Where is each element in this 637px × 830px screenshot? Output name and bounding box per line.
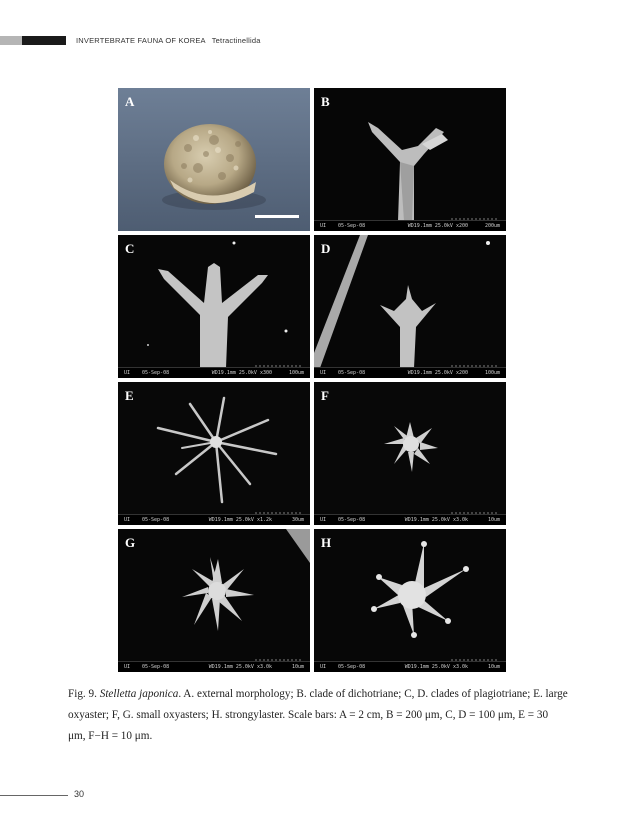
sem-params: WD19.1mm 25.0kV x200 <box>407 370 468 376</box>
sem-scale-text: 10um <box>487 517 500 523</box>
sem-params: WD19.1mm 25.0kV x3.0k <box>404 664 468 670</box>
sem-scale-text: 100um <box>288 370 304 376</box>
caption-text: . A. external morphology; B. clade of dichotriane; C, D. clades of plagiotriane; E. large oxyaster; F, G. small oxyasters; H. strongylaster. Scale bars: A = 2 cm, B = 200 μm, C, D = 100 μm, E = 30 μm, F−H = 10 μm. <box>68 688 568 742</box>
panel-label: E <box>125 388 134 403</box>
sem-info-bar <box>118 661 310 672</box>
sem-detector: UI <box>320 517 327 523</box>
strongylaster-sem-image <box>314 529 506 672</box>
species-name: Stelletta japonica <box>99 688 179 700</box>
sem-params: WD19.1mm 25.0kV x3.0k <box>404 517 468 523</box>
figure-panel-e <box>118 382 310 525</box>
figure-panel-h <box>314 529 506 672</box>
sem-info-bar <box>118 367 310 378</box>
sponge-photo <box>118 88 310 231</box>
running-header <box>76 36 261 46</box>
footer-rule <box>0 795 68 796</box>
panel-label: G <box>125 535 136 550</box>
sem-detector: UI <box>320 223 327 229</box>
plagiotriane-sem-image-c <box>118 235 310 378</box>
sem-params: WD19.1mm 25.0kV x1.2k <box>208 517 272 523</box>
small-oxyaster-sem-image-g <box>118 529 310 672</box>
sem-info-bar <box>314 514 506 525</box>
page-number: 30 <box>74 789 85 799</box>
plagiotriane-sem-image-d <box>314 235 506 378</box>
sem-date: 05-Sep-08 <box>338 517 366 523</box>
figure-caption <box>68 684 568 747</box>
sem-info-bar <box>118 514 310 525</box>
sem-detector: UI <box>124 517 131 523</box>
sem-detector: UI <box>124 664 131 670</box>
sem-info-bar <box>314 661 506 672</box>
sem-detector: UI <box>320 664 327 670</box>
large-oxyaster-sem-image <box>118 382 310 525</box>
panel-label: F <box>321 388 329 403</box>
figure-number: Fig. 9. <box>68 688 97 700</box>
figure-panel-c <box>118 235 310 378</box>
dichotriane-sem-image <box>314 88 506 231</box>
sem-scale-text: 10um <box>487 664 500 670</box>
sem-date: 05-Sep-08 <box>338 664 366 670</box>
figure-panel-d <box>314 235 506 378</box>
sem-info-bar <box>314 220 506 231</box>
panel-label: H <box>321 535 332 550</box>
sem-info-bar <box>314 367 506 378</box>
section-title: Tetractinellida <box>211 36 261 45</box>
sem-params: WD19.1mm 25.0kV x3.0k <box>208 664 272 670</box>
panel-label: D <box>321 241 331 256</box>
panel-label: C <box>125 241 135 256</box>
sem-scale-text: 30um <box>291 517 304 523</box>
figure-panel-f <box>314 382 506 525</box>
scale-bar <box>255 215 299 218</box>
sem-scale-text: 100um <box>484 370 500 376</box>
sem-date: 05-Sep-08 <box>338 370 366 376</box>
small-oxyaster-sem-image-f <box>314 382 506 525</box>
sem-date: 05-Sep-08 <box>142 664 170 670</box>
sem-detector: UI <box>124 370 131 376</box>
figure-panel-b <box>314 88 506 231</box>
header-black-bar <box>22 36 66 45</box>
sem-detector: UI <box>320 370 327 376</box>
sem-date: 05-Sep-08 <box>142 370 170 376</box>
panel-label: B <box>321 94 330 109</box>
figure-panel-a <box>118 88 310 231</box>
figure-panel-g <box>118 529 310 672</box>
sem-date: 05-Sep-08 <box>338 223 366 229</box>
sem-params: WD19.1mm 25.0kV x200 <box>407 223 468 229</box>
header-gray-bar <box>0 36 22 45</box>
sem-date: 05-Sep-08 <box>142 517 170 523</box>
sem-params: WD19.1mm 25.0kV x300 <box>211 370 272 376</box>
journal-title: INVERTEBRATE FAUNA OF KOREA <box>76 36 206 45</box>
sem-scale-text: 200um <box>484 223 500 229</box>
panel-label: A <box>125 94 135 109</box>
sem-scale-text: 10um <box>291 664 304 670</box>
